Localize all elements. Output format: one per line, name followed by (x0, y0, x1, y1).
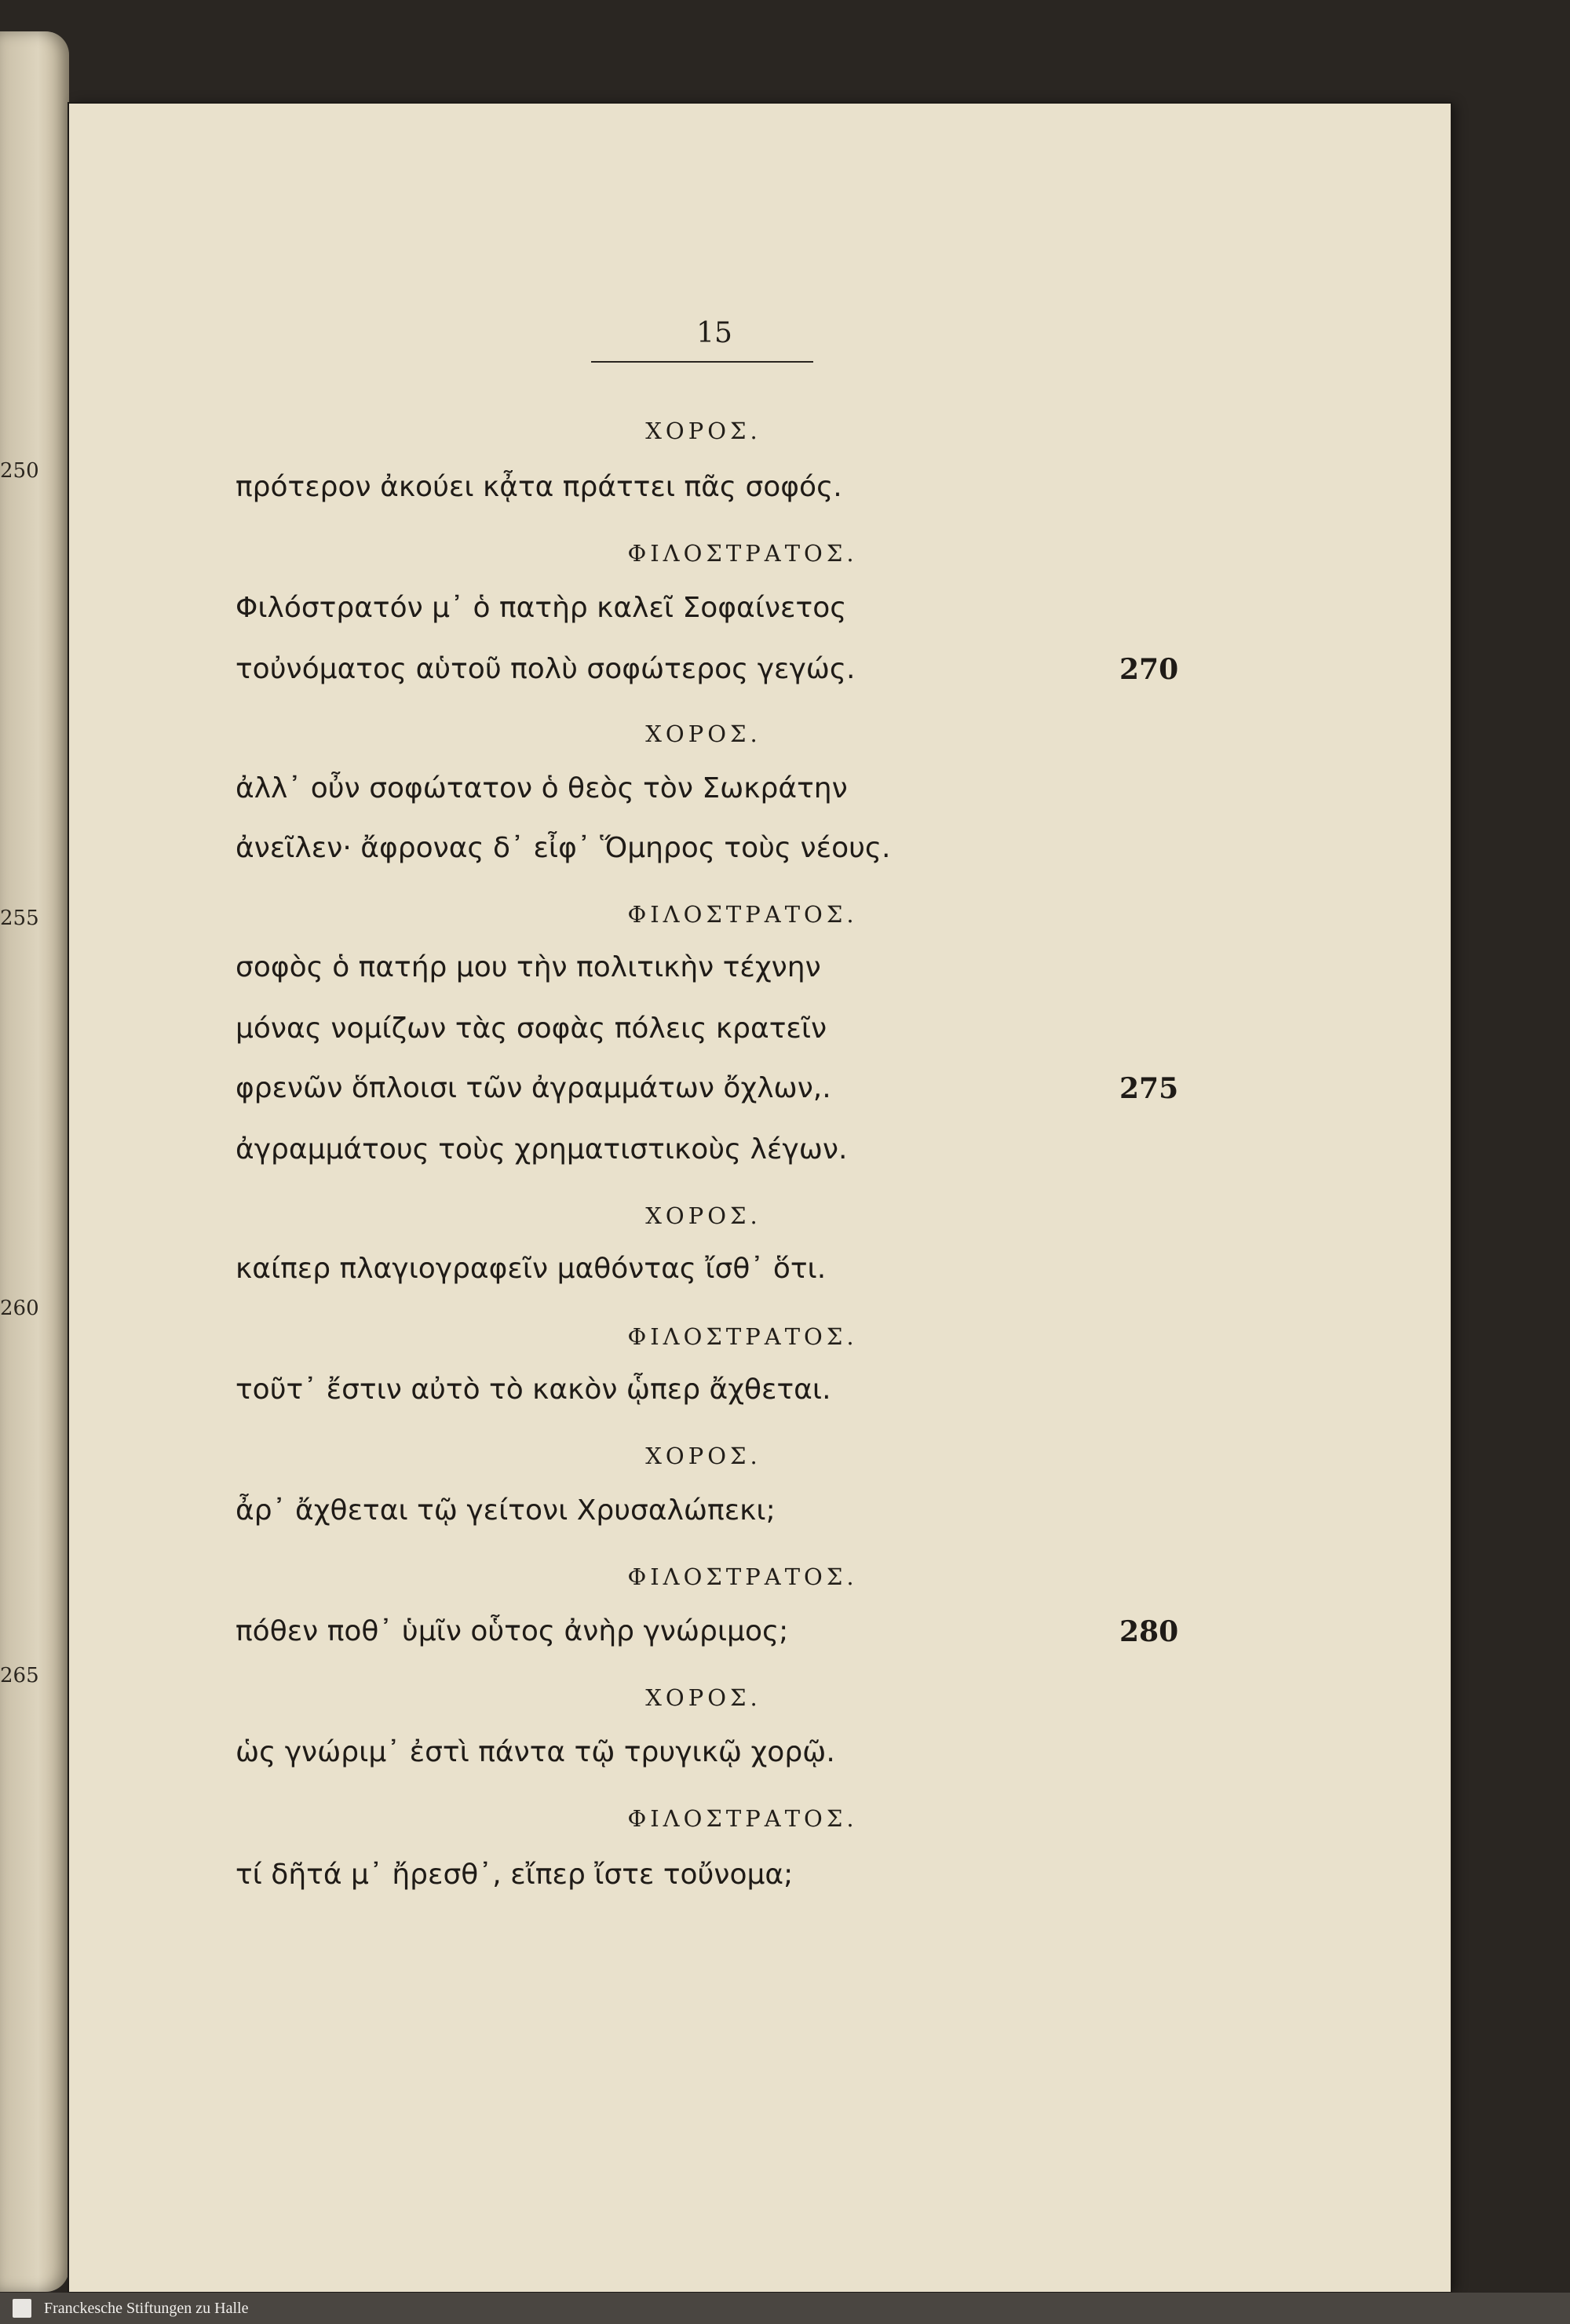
speaker-heading: ΦΙΛΟΣΤΡΑΤΟΣ. (627, 1563, 858, 1590)
speaker-heading: ΧΟΡΟΣ. (645, 721, 761, 747)
speaker-heading: ΧΟΡΟΣ. (645, 1443, 761, 1469)
speaker-heading: ΧΟΡΟΣ. (645, 1684, 761, 1711)
verse-line: ἀνεῖλεν· ἄφρονας δ᾽ εἶφ᾽ Ὅμηρος τοὺς νέους. (236, 832, 891, 864)
speaker-heading: ΧΟΡΟΣ. (645, 418, 761, 444)
speaker-heading: ΦΙΛΟΣΤΡΑΤΟΣ. (627, 1805, 858, 1832)
verse-line: Φιλόστρατόν μ᾽ ὁ πατὴρ καλεῖ Σοφαίνετος (236, 592, 847, 624)
margin-line-number: 250 (0, 459, 39, 483)
verse-line: τοὐνόματος αὑτοῦ πολὺ σοφώτερος γεγώς. (236, 653, 856, 685)
verse-line: σοφὸς ὁ πατήρ μου τὴν πολιτικὴν τέχνην (236, 951, 821, 983)
institution-logo-icon (13, 2299, 31, 2318)
footer-bar (0, 2293, 1570, 2324)
header-rule (591, 361, 813, 363)
margin-line-number: 255 (0, 907, 39, 930)
speaker-heading: ΦΙΛΟΣΤΡΑΤΟΣ. (627, 1323, 858, 1350)
verse-line: ἆρ᾽ ἄχθεται τῷ γείτονι Χρυσαλώπεκι; (236, 1494, 776, 1527)
verse-line: φρενῶν ὅπλοισι τῶν ἀγραμμάτων ὄχλων,. (236, 1072, 831, 1104)
verse-number: 270 (1119, 653, 1179, 686)
verse-line: ὡς γνώριμ᾽ ἐστὶ πάντα τῷ τρυγικῷ χορῷ. (236, 1736, 835, 1768)
verse-line: πόθεν ποθ᾽ ὑμῖν οὗτος ἀνὴρ γνώριμος; (236, 1615, 789, 1647)
margin-line-number: 260 (0, 1297, 39, 1320)
speaker-heading: ΦΙΛΟΣΤΡΑΤΟΣ. (627, 901, 858, 928)
page-number-text: 15 (696, 317, 732, 349)
footer-institution: Franckesche Stiftungen zu Halle (44, 2300, 249, 2317)
verse-line: ἀλλ᾽ οὖν σοφώτατον ὁ θεὸς τὸν Σωκράτην (236, 772, 848, 804)
verse-line: πρότερον ἀκούει κᾆτα πράττει πᾶς σοφός. (236, 471, 842, 503)
margin-line-number: 265 (0, 1664, 39, 1687)
speaker-heading: ΦΙΛΟΣΤΡΑΤΟΣ. (627, 540, 858, 567)
verse-line: μόνας νομίζων τὰς σοφὰς πόλεις κρατεῖν (236, 1012, 827, 1045)
verse-number: 275 (1119, 1072, 1179, 1105)
verse-line: καίπερ πλαγιογραφεῖν μαθόντας ἴσθ᾽ ὅτι. (236, 1253, 827, 1285)
verse-line: ἀγραμμάτους τοὺς χρηματιστικοὺς λέγων. (236, 1133, 848, 1166)
verse-line: τί δῆτά μ᾽ ἤρεσθ᾽, εἴπερ ἴστε τοὔνομα; (236, 1859, 794, 1891)
speaker-heading: ΧΟΡΟΣ. (645, 1202, 761, 1229)
verse-line: τοῦτ᾽ ἔστιν αὐτὸ τὸ κακὸν ᾧπερ ἄχθεται. (236, 1374, 831, 1406)
facing-page-edge (0, 31, 69, 2292)
book-page (69, 104, 1451, 2292)
verse-number: 280 (1119, 1615, 1179, 1648)
